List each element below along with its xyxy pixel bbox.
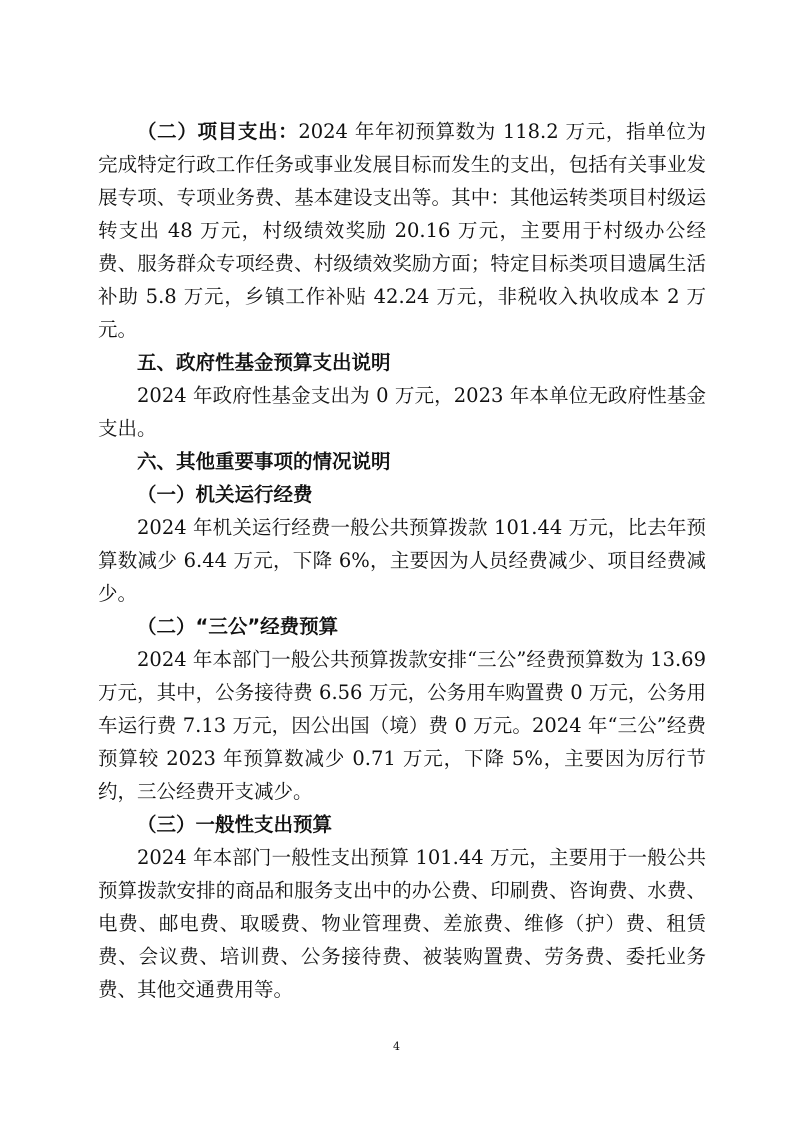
- heading-gov-fund: 五、政府性基金预算支出说明: [137, 351, 391, 374]
- heading-agency-operation: （一）机关运行经费: [137, 483, 313, 506]
- text-agency-operation: 2024 年机关运行经费一般公共预算拨款 101.44 万元，比去年预算数减少 6.44 万元，下降 6%，主要因为人员经费减少、项目经费减少。: [98, 516, 706, 605]
- heading-general-expense: （三）一般性支出预算: [137, 813, 333, 836]
- text-gov-fund: 2024 年政府性基金支出为 0 万元，2023 年本单位无政府性基金支出。: [98, 384, 706, 440]
- text-project-expense: 2024 年年初预算数为 118.2 万元，指单位为完成特定行政工作任务或事业发展目标而发生的支出，包括有关事业发展专项、专项业务费、基本建设支出等。其中：其他运转类项目村级运转支出 48 万元，村级绩效奖励 20.16 万元，主要用于村级办公经费、服务群众专项经费、村级绩效奖励方面；特定目标类项目遗属生活补助 5.8 万元，乡镇工作补贴 42.24 万元，非税收入执收成本 2 万元。: [98, 120, 706, 341]
- heading-other-matters: 六、其他重要事项的情况说明: [137, 450, 391, 473]
- text-general-expense: 2024 年本部门一般性支出预算 101.44 万元，主要用于一般公共预算拨款安排的商品和服务支出中的办公费、印刷费、咨询费、水费、电费、邮电费、取暖费、物业管理费、差旅费、维修（护）费、租赁费、会议费、培训费、公务接待费、被装购置费、劳务费、委托业务费、其他交通费用等。: [98, 846, 706, 1001]
- text-three-public: 2024 年本部门一般公共预算拨款安排“三公”经费预算数为 13.69 万元，其中，公务接待费 6.56 万元，公务用车购置费 0 万元，公务用车运行费 7.13 万元，因公出国（境）费 0 万元。2024 年“三公”经费预算较 2023 年预算数减少 0.71 万元，下降 5%，主要因为厉行节约，三公经费开支减少。: [98, 648, 706, 803]
- heading-project-expense: （二）项目支出：: [137, 120, 299, 143]
- heading-three-public: （二）“三公”经费预算: [137, 615, 339, 638]
- page-number: 4: [393, 1040, 400, 1053]
- document-body: [98, 115, 706, 1006]
- paragraph-project-expense: [98, 115, 706, 346]
